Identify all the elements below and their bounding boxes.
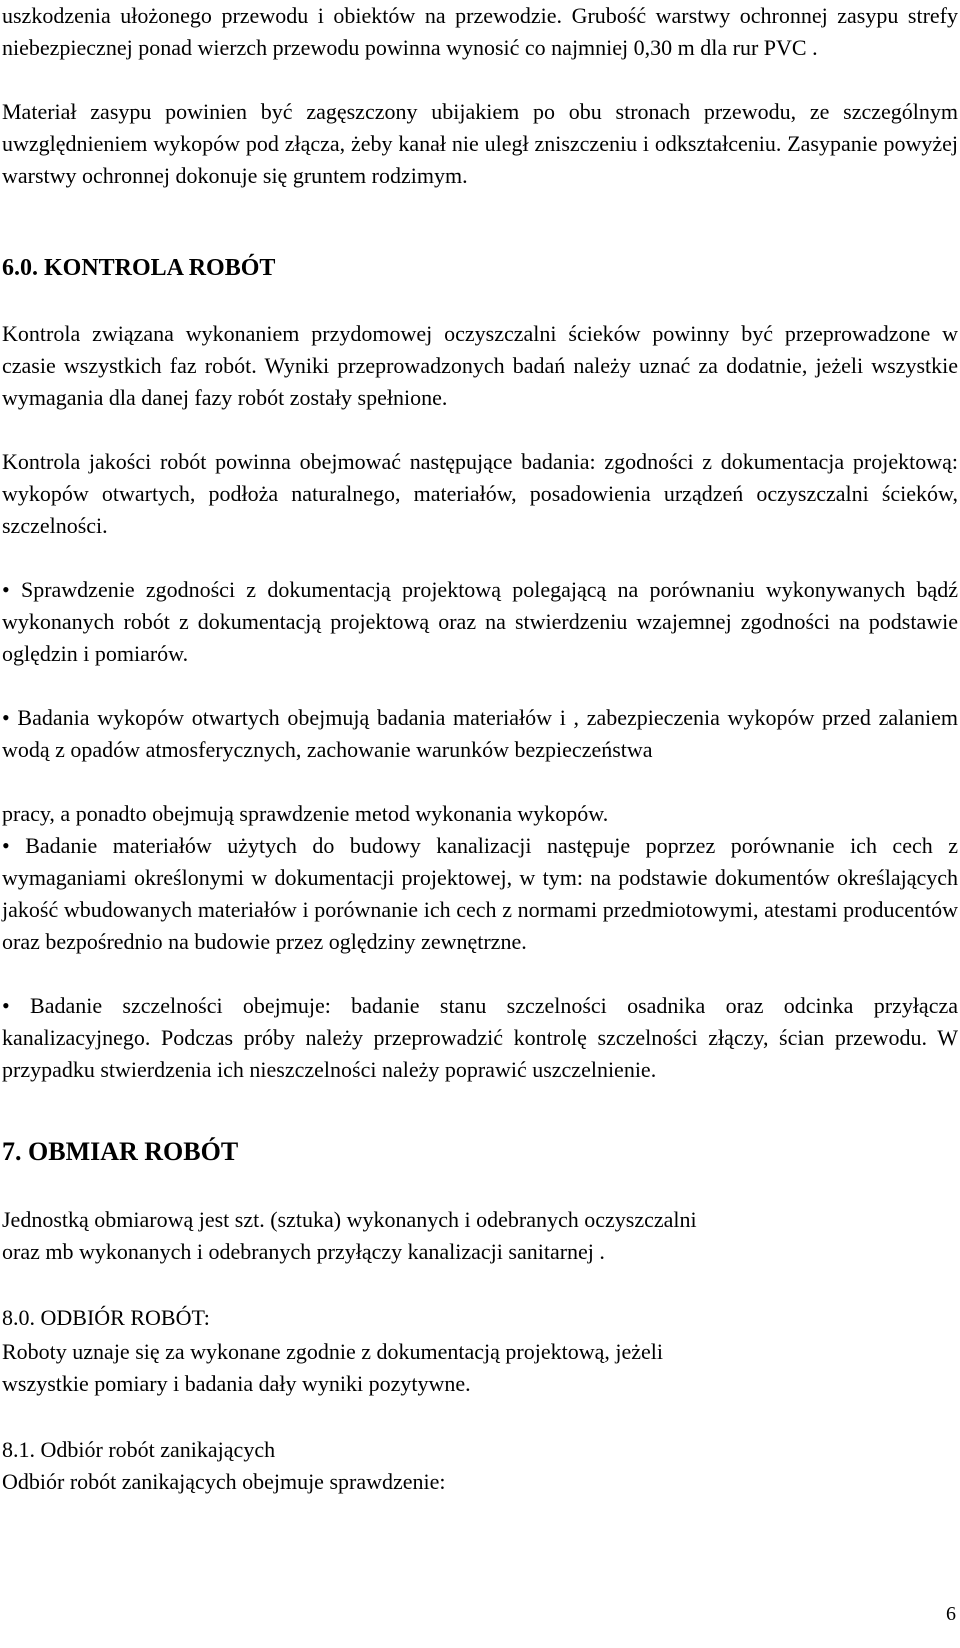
- subsection-heading-zanikajace: 8.1. Odbiór robót zanikających: [2, 1437, 276, 1462]
- paragraph-obmiar-line-2: oraz mb wykonanych i odebranych przyłączy kanalizacji sanitarnej .: [2, 1239, 605, 1264]
- paragraph-kontrola-2: Kontrola jakości robót powinna obejmować następujące badania: zgodności z dokumentacja projektową: wykopów otwartych, podłoża naturalnego, materiałów, posadowienia urządzeń oczyszczalni ścieków, szczelności.: [2, 449, 958, 538]
- paragraph-intro-2: Materiał zasypu powinien być zagęszczony ubijakiem po obu stronach przewodu, ze szczególnym uwzględnieniem wykopów pod złącza, żeby kanał nie uległ zniszczeniu i odkształceniu. Zasypanie powyżej warstwy ochronnej dokonuje się gruntem rodzimym.: [2, 99, 958, 188]
- section-heading-kontrola: 6.0. KONTROLA ROBÓT: [2, 255, 276, 281]
- page-number: 6: [946, 1603, 956, 1625]
- paragraph-obmiar-line-1: Jednostką obmiarową jest szt. (sztuka) wykonanych i odebranych oczyszczalni: [2, 1207, 697, 1232]
- bullet-item-wykopy: • Badania wykopów otwartych obejmują badania materiałów i , zabezpieczenia wykopów przed zalaniem wodą z opadów atmosferycznych, zachowanie warunków bezpieczeństwa: [2, 702, 958, 766]
- section-heading-obmiar: 7. OBMIAR ROBÓT: [2, 1137, 239, 1166]
- paragraph-odbior-line-1: Roboty uznaje się za wykonane zgodnie z dokumentacją projektową, jeżeli: [2, 1339, 663, 1364]
- bullet-item-materialy: • Badanie materiałów użytych do budowy kanalizacji następuje poprzez porównanie ich cech z wymaganiami określonymi w dokumentacji projektowej, w tym: na podstawie dokumentów określających jakość wbudowanych materiałów i porównanie ich cech z normami przedmiotowymi, atestami producentów oraz bezpośrednio na budowie przez oględziny zewnętrzne.: [2, 830, 958, 958]
- bullet-item-szczelnosc: • Badanie szczelności obejmuje: badanie stanu szczelności osadnika oraz odcinka przyłącza kanalizacyjnego. Podczas próby należy przeprowadzić kontrolę szczelności złączy, ścian przewodu. W przypadku stwierdzenia ich nieszczelności należy poprawić uszczelnienie.: [2, 990, 958, 1086]
- paragraph-intro-1: uszkodzenia ułożonego przewodu i obiektów na przewodzie. Grubość warstwy ochronnej zasypu strefy niebezpiecznej ponad wierzch przewodu powinna wynosić co najmniej 0,30 m dla rur PVC .: [2, 3, 958, 60]
- bullet-item-zgodnosc: • Sprawdzenie zgodności z dokumentacją projektową polegającą na porównaniu wykonywanych bądź wykonanych robót z dokumentacją projektową oraz na stwierdzeniu wzajemnej zgodności na podstawie oględzin i pomiarów.: [2, 574, 958, 670]
- paragraph-kontrola-1: Kontrola związana wykonaniem przydomowej oczyszczalni ścieków powinny być przeprowadzone w czasie wszystkich faz robót. Wyniki przeprowadzonych badań należy uznać za dodatnie, jeżeli wszystkie wymagania dla danej fazy robót zostały spełnione.: [2, 321, 958, 410]
- paragraph-odbior-line-2: wszystkie pomiary i badania dały wyniki pozytywne.: [2, 1371, 471, 1396]
- bullet-item-wykopy-cont: pracy, a ponadto obejmują sprawdzenie metod wykonania wykopów.: [2, 801, 609, 826]
- paragraph-zanikajace: Odbiór robót zanikających obejmuje sprawdzenie:: [2, 1469, 446, 1494]
- section-heading-odbior: 8.0. ODBIÓR ROBÓT:: [2, 1305, 210, 1330]
